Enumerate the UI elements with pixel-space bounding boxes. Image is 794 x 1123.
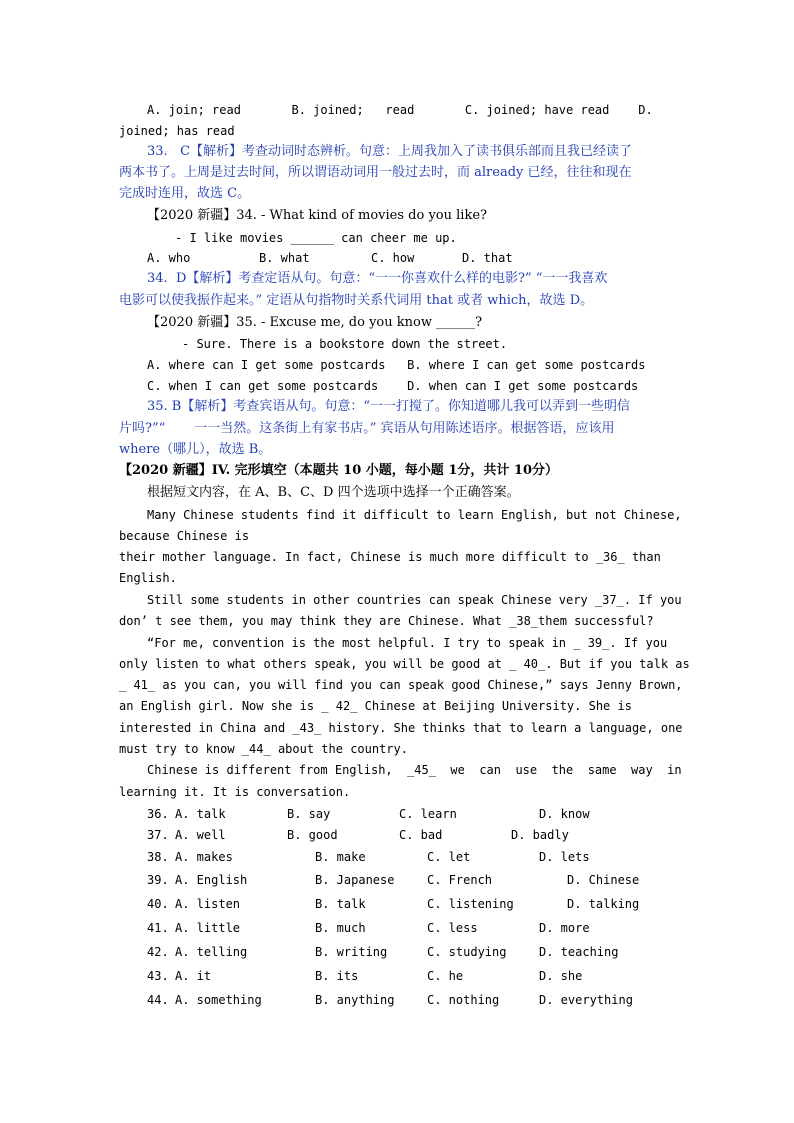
passage-line: “For me, convention is the most helpful. I try to speak in _ 39_. If you: [147, 636, 668, 650]
q34-answer-line1: 34. D【解析】考查定语从句。句意：“一一你喜欢什么样的电影?” “一一我喜欢: [147, 271, 608, 286]
q33-options-line2: joined; has read: [119, 124, 235, 138]
passage-line: their mother language. In fact, Chinese is much more difficult to _36_ than: [119, 550, 661, 564]
q34-question-line1: 【2020 新疆】34. - What kind of movies do you like?: [147, 208, 487, 223]
q34-option-b: B. what: [259, 251, 310, 265]
q35-answer-line2: 片吗?”“ 一一当然。这条街上有家书店。” 宾语从句用陈述语序。根据答语，应该用: [119, 421, 615, 436]
q35-options-line1: A. where can I get some postcards B. where I can get some postcards: [147, 358, 646, 372]
q34-option-c: C. how: [371, 251, 415, 265]
q35-options-line2: C. when I can get some postcards D. when can I get some postcards: [147, 379, 639, 393]
q35-question-line1: 【2020 新疆】35. - Excuse me, do you know ______?: [147, 315, 483, 330]
passage-line: Chinese is different from English, _45_ we can use the same way in: [147, 763, 682, 777]
q34-question-line2: - I like movies ______ can cheer me up.: [175, 231, 457, 245]
passage-line: because Chinese is: [119, 529, 250, 543]
q35-question-line2: - Sure. There is a bookstore down the street.: [182, 337, 508, 351]
passage-line: an English girl. Now she is _ 42_ Chinese at Beijing University. She is: [119, 699, 632, 713]
section-heading: 【2020 新疆】IV. 完形填空（本题共 10 小题，每小题 1分，共计 10分）: [119, 463, 558, 478]
passage-line: must try to know _44_ about the country.: [119, 742, 408, 756]
section-instruction: 根据短文内容，在 A、B、C、D 四个选项中选择一个正确答案。: [147, 485, 520, 500]
passage-line: don’ t see them, you may think they are Chinese. What _38_them successful?: [119, 614, 654, 628]
passage-line: Many Chinese students find it difficult to learn English, but not Chinese,: [147, 508, 682, 522]
passage-line: Still some students in other countries can speak Chinese very _37_. If you: [147, 593, 682, 607]
q33-options-line1: A. join; read B. joined; read C. joined; have read D.: [147, 103, 653, 117]
q34-option-a: A. who: [147, 251, 191, 265]
passage-line: interested in China and _43_ history. She thinks that to learn a language, one: [119, 721, 683, 735]
q35-answer-line3: where（哪儿），故选 B。: [119, 442, 272, 457]
q34-answer-line2: 电影可以使我振作起来。” 定语从句指物时关系代词用 that 或者 which，故选 D。: [119, 293, 594, 308]
passage-line: English.: [119, 571, 177, 585]
document-page: A. join; read B. joined; read C. joined; have read D. joined; has read 33. C【解析】考查动词时态辨析。句意：上周我加入了读书俱乐部而且我已经读了 两本书了。上周是过去时间，所以谓语动词用一般过去时，而 already 已经，往往和现在 完成时连用，故选 C。 【2020 新疆】34. - What kind of movies do you like? - I like movies ______ can cheer me up. A. who B. what C. how D. that 34. D【解析】考查定语从句。句意：“一一你喜欢什么样的电影?” “一一我喜欢 电影可以使我振作起来。” 定语从句指物时关系代词用 that 或者 which，故选 D。 【2020 新疆】35. - Excuse me, do you know ______? - Sure. There is a bookstore down the street. A. where can I get some postcards B. where I can get some postcards C. when I can get some postcards D. when can I get some postcards 35. B【解析】考查宾语从句。句意：“一一打搅了。你知道哪儿我可以弄到一些明信 片吗?”“ 一一当然。这条街上有家书店。” 宾语从句用陈述语序。根据答语，应该用 where（哪儿），故选 B。 【2020 新疆】IV. 完形填空（本题共 10 小题，每小题 1分，共计 10分） 根据短文内容，在 A、B、C、D 四个选项中选择一个正确答案。 Many Chinese students find it difficult to learn English, but not Chinese, because Chinese is their mother language. In fact, Chinese is much more difficult to _36_ than English. Still some students in other countries can speak Chinese very _37_. If you don’ t see them, you may think they are Chinese. What _38_them successful? “For me, convention is the most helpful. I try to speak in _ 39_. If you only listen to what others speak, you will be good at _ 40_. But if you talk as _ 41_ as you can, you will find you can speak good Chinese,” says Jenny Brown, an English girl. Now she is _ 42_ Chinese at Beijing University. She is interested in China and _43_ history. She thinks that to learn a language, one must try to know _44_ about the country. Chinese is different from English, _45_ we can use the same way in learning it. It is conversation. 36. A. talk B. say C. learn D. know 37. A. well B. good C. bad D. badly 38. A. makes B. make C. let D. lets 39. A. English B. Japanese C. French D. Chinese 40. A. listen B. talk C. listening D. talking 41. A. little B. much C. less D. more 42. A. telling B. writing C. studying D. teaching 43. A. it B. its C. he D. she 44. A. something B. anything C. nothing D. everything: [119, 103, 690, 1007]
q33-answer-line3: 完成时连用，故选 C。: [119, 186, 251, 201]
passage-line: only listen to what others speak, you will be good at _ 40_. But if you talk as: [119, 657, 690, 671]
passage-line: _ 41_ as you can, you will find you can speak good Chinese,” says Jenny Brown,: [119, 678, 683, 692]
q33-answer-line2: 两本书了。上周是过去时间，所以谓语动词用一般过去时，而 already 已经，往往和现在: [119, 165, 632, 180]
q35-answer-line1: 35. B【解析】考查宾语从句。句意：“一一打搅了。你知道哪儿我可以弄到一些明信: [147, 399, 631, 414]
q34-option-d: D. that: [462, 251, 513, 265]
passage-line: learning it. It is conversation.: [119, 785, 351, 799]
q33-answer-line1: 33. C【解析】考查动词时态辨析。句意：上周我加入了读书俱乐部而且我已经读了: [147, 144, 633, 159]
